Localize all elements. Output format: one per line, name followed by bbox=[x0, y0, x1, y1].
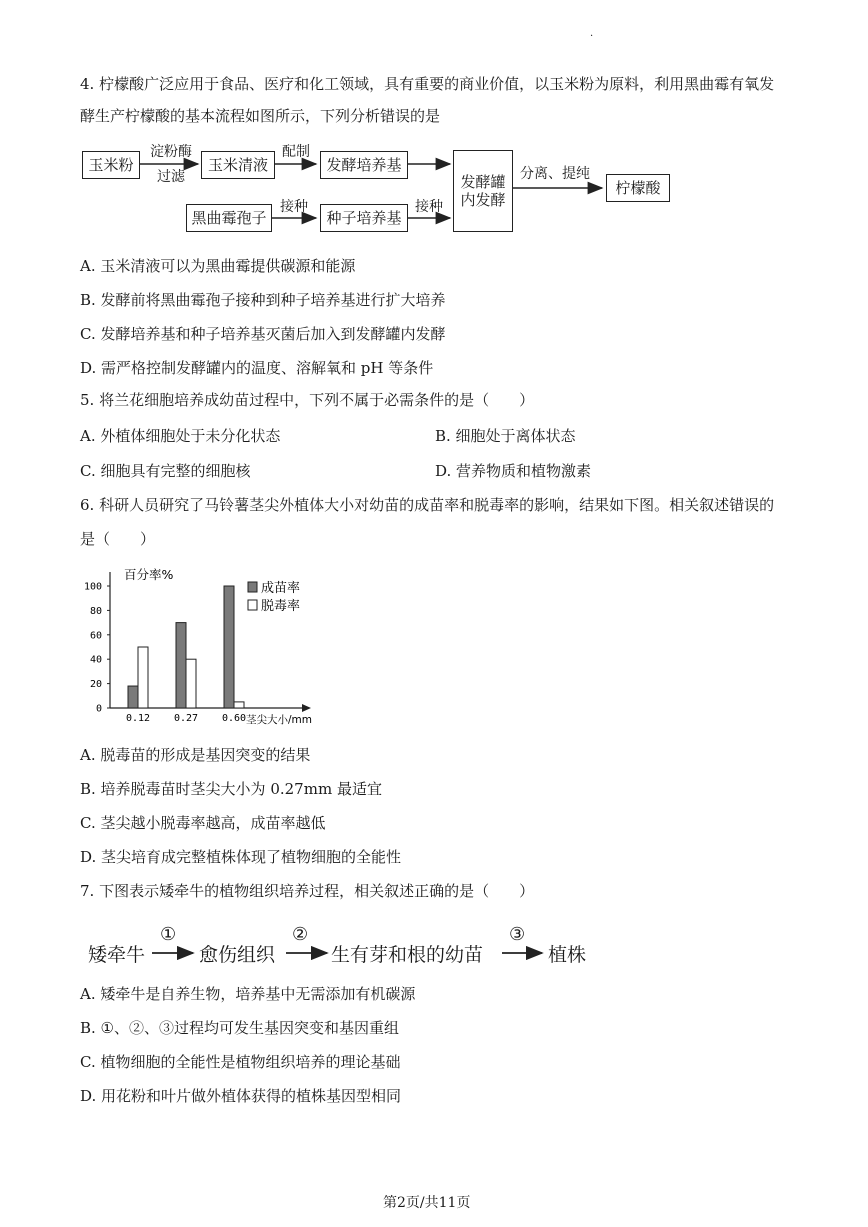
process-step1-label: ① bbox=[160, 924, 177, 945]
bar-seedling-rate bbox=[128, 686, 138, 708]
label-inoculate-2: 接种 bbox=[415, 199, 443, 215]
q5-option-d: D. 营养物质和植物激素 bbox=[435, 462, 592, 480]
q7-option-d: D. 用花粉和叶片做外植体获得的植株基因型相同 bbox=[80, 1087, 402, 1105]
q5-option-a: A. 外植体细胞处于未分化状态 bbox=[80, 427, 281, 445]
q6-option-d: D. 茎尖培育成完整植株体现了植物细胞的全能性 bbox=[80, 848, 402, 866]
tank-label-line1: 发酵罐 bbox=[460, 173, 506, 191]
y-tick-label: 100 bbox=[83, 581, 102, 593]
q7-option-a: A. 矮牵牛是自养生物，培养基中无需添加有机碳源 bbox=[80, 985, 416, 1003]
box-corn-clear-liquid: 玉米清液 bbox=[201, 151, 275, 179]
q6-bar-chart bbox=[80, 560, 340, 730]
legend-swatch bbox=[248, 600, 257, 610]
tank-label-line2: 内发酵 bbox=[460, 191, 506, 209]
q4-option-d: D. 需严格控制发酵罐内的温度、溶解氧和 pH 等条件 bbox=[80, 359, 434, 377]
q5-option-c: C. 细胞具有完整的细胞核 bbox=[80, 462, 251, 480]
label-separate-purify: 分离、提纯 bbox=[520, 166, 590, 182]
q5-stem: 5. 将兰花细胞培养成幼苗过程中，下列不属于必需条件的是（ ） bbox=[80, 391, 535, 409]
q4-option-c: C. 发酵培养基和种子培养基灭菌后加入到发酵罐内发酵 bbox=[80, 325, 446, 343]
bar-virus-free-rate bbox=[234, 702, 244, 708]
x-axis-arrowhead bbox=[302, 704, 311, 712]
q6-option-c: C. 茎尖越小脱毒率越高，成苗率越低 bbox=[80, 814, 326, 832]
label-filter: 过滤 bbox=[157, 169, 185, 185]
box-fermentation-medium: 发酵培养基 bbox=[320, 151, 408, 179]
q4-stem-line1: 4. 柠檬酸广泛应用于食品、医疗和化工领域，具有重要的商业价值，以玉米粉为原料，利用黑曲霉有氧发 bbox=[80, 75, 775, 93]
y-tick-label: 80 bbox=[89, 605, 102, 617]
x-tick-label: 0.12 bbox=[125, 713, 151, 724]
legend-swatch bbox=[248, 582, 257, 592]
y-tick-label: 20 bbox=[89, 679, 102, 691]
q4-stem-line2: 酵生产柠檬酸的基本流程如图所示，下列分析错误的是 bbox=[80, 107, 441, 125]
q4-option-a: A. 玉米清液可以为黑曲霉提供碳源和能源 bbox=[80, 257, 356, 275]
label-inoculate-1: 接种 bbox=[280, 199, 308, 215]
flow-arrows bbox=[0, 0, 868, 260]
q4-option-b: B. 发酵前将黑曲霉孢子接种到种子培养基进行扩大培养 bbox=[80, 291, 446, 309]
process-plant: 植株 bbox=[548, 944, 587, 966]
box-seed-medium: 种子培养基 bbox=[320, 204, 408, 232]
label-starch-enzyme: 淀粉酶 bbox=[150, 144, 192, 160]
q5-option-b: B. 细胞处于离体状态 bbox=[435, 427, 576, 445]
bar-virus-free-rate bbox=[138, 647, 148, 708]
q7-stem: 7. 下图表示矮牵牛的植物组织培养过程，相关叙述正确的是（ ） bbox=[80, 882, 535, 900]
bar-seedling-rate bbox=[176, 623, 186, 708]
legend-label: 脱毒率 bbox=[261, 599, 301, 614]
process-callus: 愈伤组织 bbox=[199, 944, 276, 966]
bar-seedling-rate bbox=[224, 586, 234, 708]
x-tick-label: 0.60 bbox=[221, 713, 247, 724]
box-fermentation-tank bbox=[453, 150, 513, 232]
y-axis-label: 百分率% bbox=[124, 567, 174, 582]
y-tick-label: 60 bbox=[89, 630, 102, 642]
y-tick-label: 0 bbox=[95, 703, 102, 715]
x-tick-label: 0.27 bbox=[173, 713, 199, 724]
q6-option-b: B. 培养脱毒苗时茎尖大小为 0.27mm 最适宜 bbox=[80, 780, 382, 798]
box-aspergillus-spores: 黑曲霉孢子 bbox=[186, 204, 272, 232]
process-step3-label: ③ bbox=[509, 924, 526, 945]
q6-stem-line2: 是（ ） bbox=[80, 530, 156, 548]
q7-option-b: B. ①、②、③过程均可发生基因突变和基因重组 bbox=[80, 1019, 400, 1037]
process-petunia: 矮牵牛 bbox=[88, 944, 146, 966]
q7-option-c: C. 植物细胞的全能性是植物组织培养的理论基础 bbox=[80, 1053, 401, 1071]
box-corn-flour: 玉米粉 bbox=[82, 151, 140, 179]
process-seedling: 生有芽和根的幼苗 bbox=[331, 944, 484, 966]
process-step2-label: ② bbox=[292, 924, 309, 945]
y-tick-label: 40 bbox=[89, 654, 102, 666]
label-prepare: 配制 bbox=[282, 144, 310, 160]
q6-option-a: A. 脱毒苗的形成是基因突变的结果 bbox=[80, 746, 311, 764]
box-citric-acid: 柠檬酸 bbox=[606, 174, 670, 202]
q6-stem-line1: 6. 科研人员研究了马铃薯茎尖外植体大小对幼苗的成苗率和脱毒率的影响，结果如下图。相关叙述错误的 bbox=[80, 496, 775, 514]
bar-virus-free-rate bbox=[186, 659, 196, 708]
legend-label: 成苗率 bbox=[261, 581, 301, 596]
x-axis-label: 茎尖大小/mm bbox=[246, 714, 312, 726]
header-mark: . bbox=[590, 28, 594, 39]
page-footer: 第2页/共11页 bbox=[383, 1195, 471, 1211]
